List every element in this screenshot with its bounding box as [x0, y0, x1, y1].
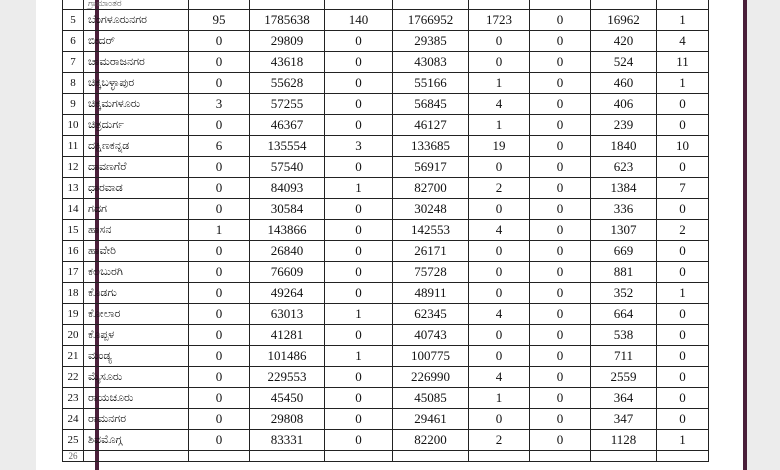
value-cell-c7: 420	[591, 31, 657, 52]
value-cell-c1	[189, 451, 250, 462]
sno-cell: 6	[63, 31, 84, 52]
value-cell-c2: 57255	[250, 94, 325, 115]
value-cell-c8: 10	[657, 136, 709, 157]
district-cell: ಚಿಕ್ಕಮಗಳೂರು	[84, 94, 189, 115]
district-cell: ರಾಮನಗರ	[84, 409, 189, 430]
table-row	[63, 262, 709, 283]
value-cell-c2: 84093	[250, 178, 325, 199]
value-cell-c8: 1	[657, 10, 709, 31]
value-cell-c2: 49264	[250, 283, 325, 304]
value-cell-c3: 0	[325, 262, 393, 283]
value-cell-c7: 2559	[591, 367, 657, 388]
value-cell-c6: 0	[530, 73, 591, 94]
value-cell-c8: 4	[657, 31, 709, 52]
value-cell-c3: 0	[325, 220, 393, 241]
value-cell-c3: 0	[325, 241, 393, 262]
value-cell-c2: 229553	[250, 367, 325, 388]
value-cell-c4: 55166	[393, 73, 469, 94]
district-cell: ಧಾರವಾಡ	[84, 178, 189, 199]
value-cell-c6: 0	[530, 304, 591, 325]
value-cell-c7: 711	[591, 346, 657, 367]
value-cell-c4: 82200	[393, 430, 469, 451]
value-cell-c8: 2	[657, 220, 709, 241]
value-cell-c1: 0	[189, 241, 250, 262]
value-cell-c8: 0	[657, 409, 709, 430]
sno-cell: 26	[63, 451, 84, 462]
table-row	[63, 241, 709, 262]
value-cell-c8: 0	[657, 346, 709, 367]
sno-cell: 5	[63, 10, 84, 31]
value-cell-c5: 4	[469, 94, 530, 115]
value-cell-c5: 0	[469, 199, 530, 220]
value-cell-c4: 56917	[393, 157, 469, 178]
sno-cell: 11	[63, 136, 84, 157]
district-cell: ಕೊಡಗು	[84, 283, 189, 304]
table-row	[63, 178, 709, 199]
value-cell-c4: 48911	[393, 283, 469, 304]
value-cell-c4: 46127	[393, 115, 469, 136]
value-cell-c8: 7	[657, 178, 709, 199]
value-cell-c5: 1	[469, 73, 530, 94]
value-cell-c6: 0	[530, 346, 591, 367]
value-cell-c8: 0	[657, 157, 709, 178]
value-cell-c3: 0	[325, 367, 393, 388]
value-cell-c6: 0	[530, 31, 591, 52]
district-cell: ಮಂಡ್ಯ	[84, 346, 189, 367]
sno-cell: 12	[63, 157, 84, 178]
value-cell-c7: 352	[591, 283, 657, 304]
value-cell-c6: 0	[530, 325, 591, 346]
table-row	[63, 94, 709, 115]
table-row	[63, 388, 709, 409]
value-cell-c4: 1766952	[393, 10, 469, 31]
value-cell-c8: 1	[657, 73, 709, 94]
value-cell-district	[84, 451, 189, 462]
sno-cell: 8	[63, 73, 84, 94]
value-cell-c5: 0	[469, 262, 530, 283]
value-cell-c1: 95	[189, 10, 250, 31]
value-cell-c5: 1	[469, 388, 530, 409]
value-cell-c5: 4	[469, 304, 530, 325]
value-cell-c3: 0	[325, 73, 393, 94]
value-cell-c2: 29808	[250, 409, 325, 430]
value-cell-c4: 133685	[393, 136, 469, 157]
value-cell-c7: 1128	[591, 430, 657, 451]
value-cell-c5: 4	[469, 220, 530, 241]
value-cell-c2	[250, 451, 325, 462]
value-cell-c8: 0	[657, 199, 709, 220]
value-cell-c1: 0	[189, 430, 250, 451]
value-cell-c8: 0	[657, 262, 709, 283]
district-cell: ಚಿಕ್ಕಬಳ್ಳಾಪುರ	[84, 73, 189, 94]
value-cell-c2: 46367	[250, 115, 325, 136]
value-cell-c6: 0	[530, 136, 591, 157]
value-cell-c4: 62345	[393, 304, 469, 325]
value-cell-c8: 1	[657, 430, 709, 451]
value-cell-c8: 0	[657, 388, 709, 409]
value-cell-c2: 76609	[250, 262, 325, 283]
value-cell-c8	[657, 451, 709, 462]
sno-cell: 18	[63, 283, 84, 304]
district-cell: ಹಾಸನ	[84, 220, 189, 241]
value-cell-c5: 2	[469, 178, 530, 199]
value-cell-c8: 0	[657, 241, 709, 262]
value-cell-c6: 0	[530, 199, 591, 220]
value-cell-c1: 0	[189, 367, 250, 388]
value-cell-c2: 43618	[250, 52, 325, 73]
value-cell-c6: 0	[530, 283, 591, 304]
value-cell-c3: 0	[325, 157, 393, 178]
value-cell-c2: 135554	[250, 136, 325, 157]
sno-cell: 25	[63, 430, 84, 451]
value-cell-c3: 0	[325, 283, 393, 304]
value-cell-c6: 0	[530, 367, 591, 388]
sno-cell: 20	[63, 325, 84, 346]
district-cell: ಕೋಲಾರ	[84, 304, 189, 325]
district-cell: ದಕ್ಷಿಣಕನ್ನಡ	[84, 136, 189, 157]
value-cell-c3: 1	[325, 304, 393, 325]
table-row-partial-top	[63, 0, 709, 10]
value-cell-c2: 30584	[250, 199, 325, 220]
value-cell-c2: 55628	[250, 73, 325, 94]
value-cell-c7: 1384	[591, 178, 657, 199]
sno-cell: 21	[63, 346, 84, 367]
value-cell-c2: 26840	[250, 241, 325, 262]
value-cell-c7: 347	[591, 409, 657, 430]
value-cell-c1: 0	[189, 178, 250, 199]
value-cell-c5: 0	[469, 325, 530, 346]
value-cell-c1: 0	[189, 262, 250, 283]
table-row	[63, 409, 709, 430]
sno-cell: 23	[63, 388, 84, 409]
district-cell: ಬೀದರ್	[84, 31, 189, 52]
value-cell-c1: 0	[189, 283, 250, 304]
value-cell-c8: 0	[657, 304, 709, 325]
value-cell-c2: 143866	[250, 220, 325, 241]
value-cell-c5: 0	[469, 157, 530, 178]
district-cell: ಕೊಪ್ಪಳ	[84, 325, 189, 346]
value-cell-c7: 460	[591, 73, 657, 94]
district-cell: ಶಿವಮೊಗ್ಗ	[84, 430, 189, 451]
sno-cell: 9	[63, 94, 84, 115]
value-cell-c5: 1723	[469, 10, 530, 31]
value-cell-c5: 0	[469, 31, 530, 52]
sno-cell: 17	[63, 262, 84, 283]
value-cell-c4: 75728	[393, 262, 469, 283]
sno-cell: 24	[63, 409, 84, 430]
value-cell-c7: 239	[591, 115, 657, 136]
district-cell: ಚಿತ್ರದುರ್ಗ	[84, 115, 189, 136]
value-cell-c4: 100775	[393, 346, 469, 367]
value-cell-c3: 1	[325, 346, 393, 367]
sno-cell: 16	[63, 241, 84, 262]
district-cell: ಬೆಂಗಳೂರುನಗರ	[84, 10, 189, 31]
value-cell-c2: 101486	[250, 346, 325, 367]
value-cell-c2: 57540	[250, 157, 325, 178]
value-cell-c7: 664	[591, 304, 657, 325]
district-cell: ಗ್ರಾಮಾಂತರ	[84, 0, 189, 10]
value-cell-c6	[530, 451, 591, 462]
value-cell-c6: 0	[530, 52, 591, 73]
district-cell: ರಾಯಚೂರು	[84, 388, 189, 409]
value-cell-c7: 524	[591, 52, 657, 73]
value-cell-c1: 1	[189, 220, 250, 241]
value-cell-c2: 1785638	[250, 10, 325, 31]
value-cell-c1: 0	[189, 325, 250, 346]
district-cell: ಗದಗ	[84, 199, 189, 220]
district-stats-table	[62, 0, 709, 462]
value-cell-c6: 0	[530, 220, 591, 241]
value-cell-c3: 0	[325, 388, 393, 409]
value-cell-c1: 0	[189, 157, 250, 178]
value-cell-c7: 623	[591, 157, 657, 178]
value-cell-c6: 0	[530, 241, 591, 262]
value-cell-c6: 0	[530, 94, 591, 115]
district-cell: ದಾವಣಗೆರೆ	[84, 157, 189, 178]
value-cell-c1: 0	[189, 199, 250, 220]
sno-cell: 19	[63, 304, 84, 325]
value-cell-c7: 1307	[591, 220, 657, 241]
value-cell-c6: 0	[530, 262, 591, 283]
value-cell-c4: 26171	[393, 241, 469, 262]
value-cell-c4: 45085	[393, 388, 469, 409]
table-row	[63, 157, 709, 178]
value-cell-c4: 29385	[393, 31, 469, 52]
value-cell-c5: 2	[469, 430, 530, 451]
value-cell-c6: 0	[530, 157, 591, 178]
value-cell-c2: 29809	[250, 31, 325, 52]
table-row-partial-bottom	[63, 451, 709, 462]
value-cell-c5: 0	[469, 346, 530, 367]
value-cell-c4: 82700	[393, 178, 469, 199]
value-cell-c7: 364	[591, 388, 657, 409]
sno-cell: 14	[63, 199, 84, 220]
value-cell-c8: 0	[657, 325, 709, 346]
value-cell-c4: 56845	[393, 94, 469, 115]
sno-cell: 10	[63, 115, 84, 136]
value-cell-c4: 226990	[393, 367, 469, 388]
sno-cell: 13	[63, 178, 84, 199]
value-cell-c8: 1	[657, 283, 709, 304]
table-row	[63, 73, 709, 94]
value-cell-c1: 0	[189, 73, 250, 94]
value-cell-c8: 11	[657, 52, 709, 73]
value-cell-c3: 0	[325, 115, 393, 136]
value-cell-c3: 0	[325, 409, 393, 430]
value-cell-c3	[325, 451, 393, 462]
value-cell-c4	[393, 451, 469, 462]
value-cell-c1: 0	[189, 409, 250, 430]
value-cell-c8: 0	[657, 367, 709, 388]
value-cell-c8: 0	[657, 94, 709, 115]
table-row	[63, 31, 709, 52]
value-cell-c1: 0	[189, 31, 250, 52]
table-row	[63, 136, 709, 157]
value-cell-c7: 538	[591, 325, 657, 346]
district-cell: ಚಾಮರಾಜನಗರ	[84, 52, 189, 73]
value-cell-c7: 336	[591, 199, 657, 220]
value-cell-c5: 19	[469, 136, 530, 157]
value-cell-c2: 45450	[250, 388, 325, 409]
value-cell-c6: 0	[530, 409, 591, 430]
value-cell-c7: 669	[591, 241, 657, 262]
value-cell-c5: 1	[469, 115, 530, 136]
value-cell-c3: 0	[325, 430, 393, 451]
value-cell-c3: 1	[325, 178, 393, 199]
table-row	[63, 367, 709, 388]
value-cell-c5: 0	[469, 52, 530, 73]
sno-cell	[63, 0, 84, 10]
value-cell-c1: 3	[189, 94, 250, 115]
value-cell-c1: 0	[189, 346, 250, 367]
value-cell-c7	[591, 451, 657, 462]
sno-cell: 15	[63, 220, 84, 241]
value-cell-c5: 0	[469, 409, 530, 430]
table-row	[63, 283, 709, 304]
table-row	[63, 220, 709, 241]
table-row	[63, 199, 709, 220]
value-cell-c3: 0	[325, 199, 393, 220]
table-row	[63, 304, 709, 325]
value-cell-c7: 406	[591, 94, 657, 115]
district-cell: ಮೈಸೂರು	[84, 367, 189, 388]
value-cell-c1: 0	[189, 388, 250, 409]
value-cell-c7: 1840	[591, 136, 657, 157]
value-cell-c3: 3	[325, 136, 393, 157]
value-cell-c3: 0	[325, 52, 393, 73]
value-cell-c3: 0	[325, 94, 393, 115]
district-cell: ಹಾವೇರಿ	[84, 241, 189, 262]
table-row	[63, 115, 709, 136]
value-cell-c7: 881	[591, 262, 657, 283]
value-cell-c3: 0	[325, 31, 393, 52]
table-row	[63, 52, 709, 73]
value-cell-c6: 0	[530, 388, 591, 409]
value-cell-c4: 142553	[393, 220, 469, 241]
value-cell-c2: 83331	[250, 430, 325, 451]
value-cell-c3: 140	[325, 10, 393, 31]
district-cell: ಕಲಬುರಗಿ	[84, 262, 189, 283]
value-cell-c6: 0	[530, 430, 591, 451]
table-row	[63, 430, 709, 451]
value-cell-c6: 0	[530, 10, 591, 31]
table-row	[63, 325, 709, 346]
value-cell-c2: 41281	[250, 325, 325, 346]
value-cell-c1: 0	[189, 115, 250, 136]
value-cell-c6: 0	[530, 115, 591, 136]
value-cell-c5: 0	[469, 241, 530, 262]
value-cell-c4: 43083	[393, 52, 469, 73]
value-cell-c5: 4	[469, 367, 530, 388]
value-cell-c4: 40743	[393, 325, 469, 346]
table-row	[63, 10, 709, 31]
value-cell-c3: 0	[325, 325, 393, 346]
value-cell-c6: 0	[530, 178, 591, 199]
sno-cell: 22	[63, 367, 84, 388]
value-cell-c5	[469, 451, 530, 462]
value-cell-c1: 0	[189, 52, 250, 73]
value-cell-c4: 30248	[393, 199, 469, 220]
value-cell-c8: 0	[657, 115, 709, 136]
value-cell-c7: 16962	[591, 10, 657, 31]
value-cell-c4: 29461	[393, 409, 469, 430]
value-cell-c1: 6	[189, 136, 250, 157]
value-cell-c2: 63013	[250, 304, 325, 325]
value-cell-c1: 0	[189, 304, 250, 325]
sno-cell: 7	[63, 52, 84, 73]
value-cell-c5: 0	[469, 283, 530, 304]
table-row	[63, 346, 709, 367]
